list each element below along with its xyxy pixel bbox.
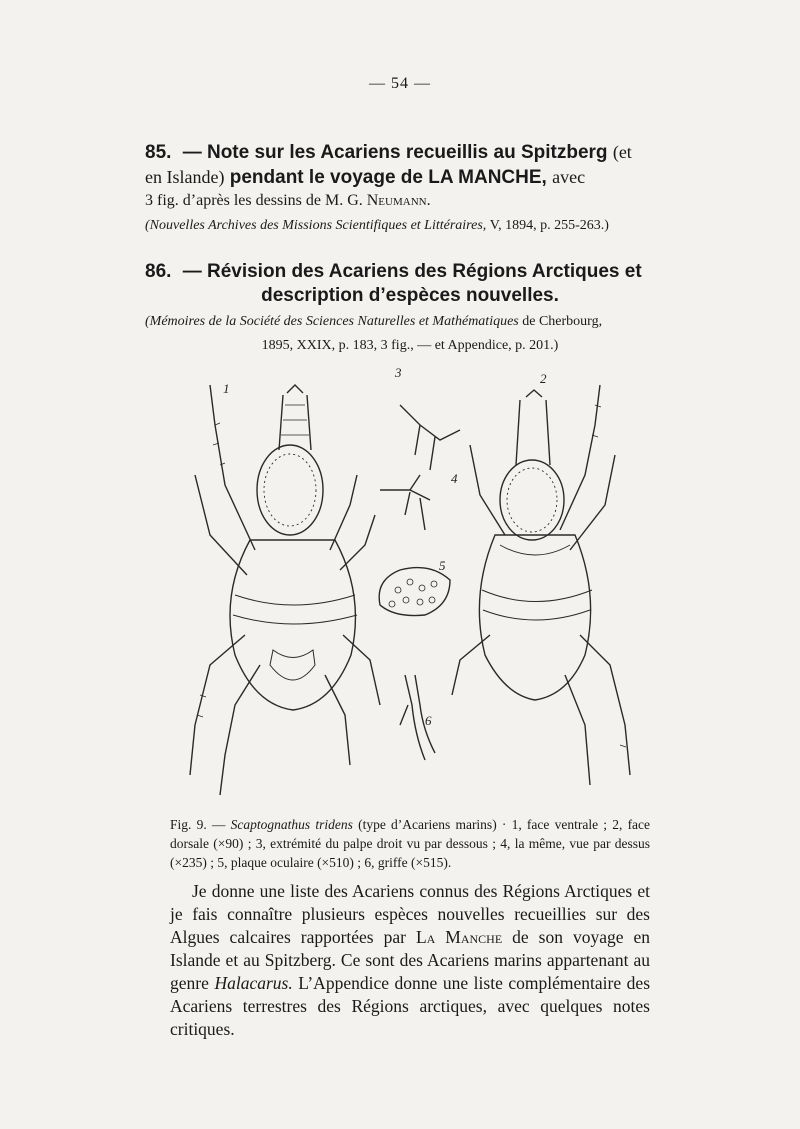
palp-detail-4 — [380, 475, 430, 530]
entry-85-title-a: Note sur les Acariens recueillis au Spitzberg — [206, 142, 608, 163]
caption-species: Scaptognathus tridens — [230, 817, 353, 832]
entry-86-reference — [145, 312, 675, 332]
body-ship-name: La Manche — [415, 927, 503, 947]
entry-85-number: 85. — [145, 142, 172, 163]
entry-86-dash: — — [182, 261, 202, 282]
mite-dorsal-illustration — [452, 385, 630, 785]
body-part2: de son voyage en Islande et au Spitzberg. Ce sont des Acariens marins appartenant au genre — [170, 927, 650, 993]
entry-86-ref-rest1: de Cherbourg, — [522, 314, 603, 329]
figure-label-5: 5 — [439, 558, 446, 573]
entry-85-title-c: en Islande) — [145, 167, 225, 187]
figure-plate — [175, 365, 635, 810]
entry-86-title-line1: Révision des Acariens des Régions Arctiques et — [206, 261, 642, 282]
entry-85-title — [145, 140, 675, 165]
figure-label-3: 3 — [395, 365, 402, 380]
body-genus: Halacarus. — [214, 973, 293, 993]
entry-85-reference — [145, 216, 675, 236]
caption-text: (type d’Acariens marins) · 1, face ventrale ; 2, face dorsale (×90) ; 3, extrémité du palpe droit vu par dessous ; 4, la même, vue par dessus (×235) ; 5, plaque oculaire (×510) ; 6, griffe (×515). — [170, 817, 651, 870]
figure-label-1: 1 — [223, 381, 230, 396]
entry-85-figs-name: Neumann. — [366, 192, 431, 209]
entry-86-title — [145, 260, 675, 284]
entry-85-dash: — — [182, 142, 202, 163]
entry-86 — [145, 260, 675, 356]
body-part1: Je donne une liste des Acariens connus des Régions Arctiques et je fais connaître plusieurs espèces nouvelles recueillies sur des Algues calcaires rapportées par — [170, 881, 650, 947]
caption-prefix: Fig. 9. — — [170, 817, 226, 832]
page-number: — 54 — — [369, 75, 431, 92]
entry-85 — [145, 140, 675, 236]
ocular-plate-detail-5 — [379, 568, 450, 616]
palp-detail-3 — [400, 405, 460, 470]
figure-label-6: 6 — [425, 713, 432, 728]
entry-85-title-d: pendant le voyage de LA MANCHE, — [229, 167, 547, 188]
entry-85-ref-italic: (Nouvelles Archives des Missions Scientifiques et Littéraires, — [145, 218, 487, 233]
figure-caption — [170, 815, 650, 872]
entry-85-figs-prefix: 3 fig. d’après les dessins de M. G. — [145, 192, 363, 209]
entry-85-ref-rest: V, 1894, p. 255-263.) — [489, 218, 609, 233]
entry-85-title-e: avec — [552, 167, 586, 187]
entry-86-ref-line2: 1895, XXIX, p. 183, 3 fig., — et Appendice, p. 201.) — [261, 338, 559, 353]
entry-85-title-line2 — [145, 165, 675, 190]
body-part3: L’Appendice donne une liste complémentaire des Acariens terrestres des Régions arctiques, avec quelques notes critiques. — [170, 973, 651, 1039]
entry-85-title-b: (et — [612, 142, 632, 162]
entry-86-title-line2: description d’espèces nouvelles. — [261, 285, 559, 306]
figure-label-4: 4 — [451, 471, 458, 486]
figure-label-2: 2 — [540, 371, 547, 386]
entry-86-ref-italic: (Mémoires de la Société des Sciences Naturelles et Mathématiques — [145, 314, 519, 329]
body-paragraph — [170, 880, 650, 1041]
entry-86-number: 86. — [145, 261, 172, 282]
entry-85-figs — [145, 190, 675, 212]
mite-ventral-illustration — [190, 385, 380, 795]
